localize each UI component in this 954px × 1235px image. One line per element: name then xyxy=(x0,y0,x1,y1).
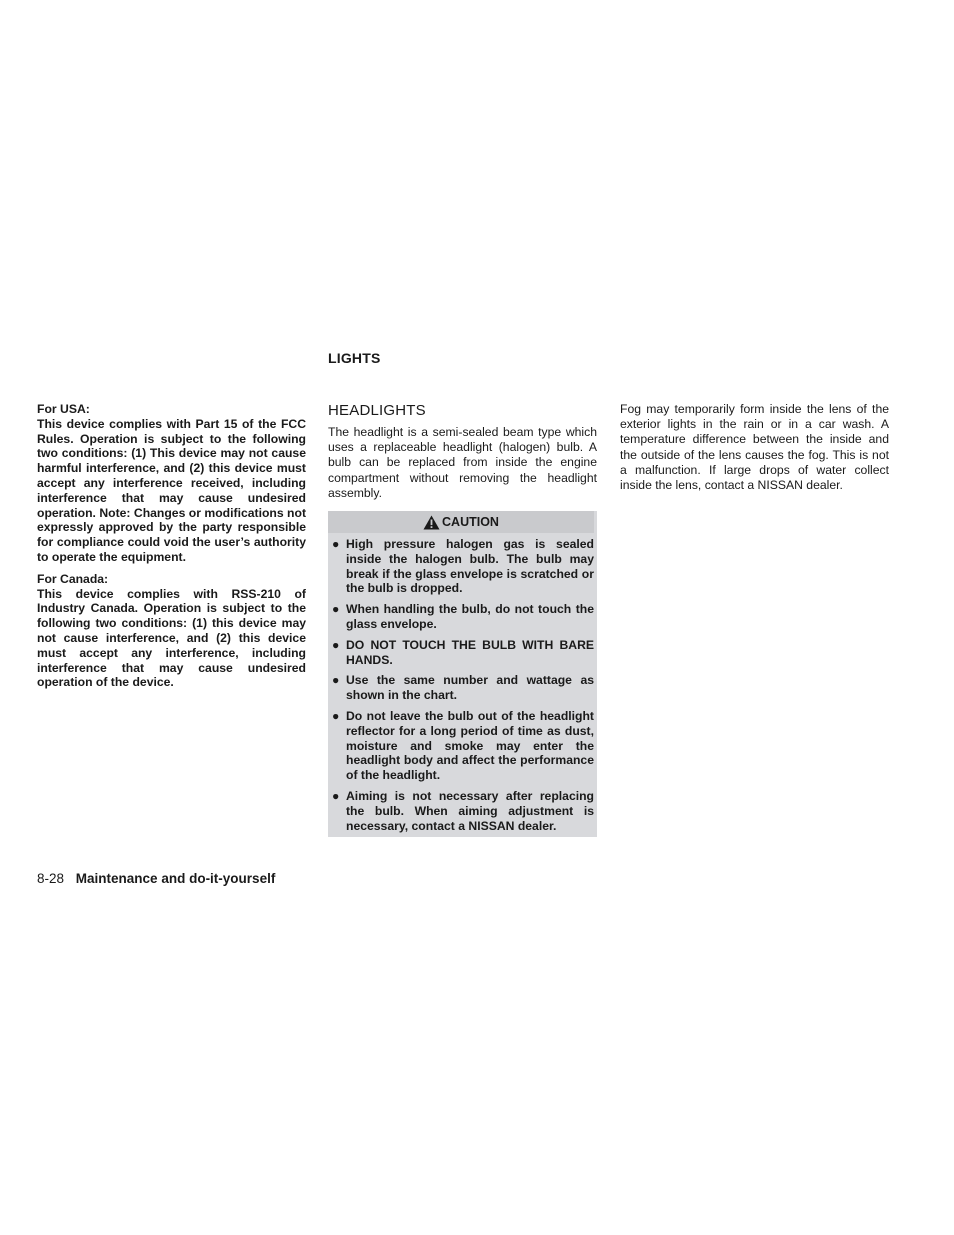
page-footer xyxy=(37,871,275,886)
bullet: ● xyxy=(332,537,340,552)
caution-title: CAUTION xyxy=(442,515,499,530)
caution-item: ● When handling the bulb, do not touch the glass envelope. xyxy=(332,602,594,631)
caution-item: ● DO NOT TOUCH THE BULB WITH BARE HANDS. xyxy=(332,637,594,667)
right-column xyxy=(620,402,889,493)
caution-item: ● Do not leave the bulb out of the headlight reflector for a long period of time as dust, moisture and smoke may enter the headlight body and affect the performance of the headlight. xyxy=(332,708,594,783)
bullet: ● xyxy=(332,673,340,688)
bullet: ● xyxy=(332,637,340,652)
bullet: ● xyxy=(332,708,340,723)
canada-label: For Canada: xyxy=(37,571,109,586)
usa-label: For USA: xyxy=(37,402,90,416)
caution-item: ● Use the same number and wattage as shown in the chart. xyxy=(332,673,594,703)
bullet: ● xyxy=(332,788,340,803)
section-title: LIGHTS xyxy=(328,350,381,366)
caution-box xyxy=(328,511,597,837)
warning-triangle-icon xyxy=(423,515,440,530)
caution-header xyxy=(328,511,594,533)
subsection-title: HEADLIGHTS xyxy=(328,402,426,419)
middle-column xyxy=(328,350,597,837)
caution-list xyxy=(328,537,594,833)
fog-note: Fog may temporarily form inside the lens of the exterior lights in the rain or in a car wash. A temperature difference between the inside and the outside of the lens causes the fog. This is not a malfunction. If large drops of water collect inside the lens, contact a NISSAN dealer. xyxy=(620,402,889,493)
canada-rss-statement: This device complies with RSS-210 of Industry Canada. Operation is subject to the following two conditions: (1) this device may not cause interference, and (2) this device must accept any interference, including interference that may cause undesired operation of the device. xyxy=(37,586,306,690)
headlight-intro: The headlight is a semi-sealed beam type which uses a replaceable headlight (halogen) bulb. A bulb can be replaced from inside the engine compartment without removing the headlight assembly. xyxy=(328,425,597,500)
bullet: ● xyxy=(332,602,340,617)
caution-item: ● High pressure halogen gas is sealed inside the halogen bulb. The bulb may break if the glass envelope is scratched or the bulb is dropped. xyxy=(332,537,594,596)
caution-item: ● Aiming is not necessary after replacing the bulb. When aiming adjustment is necessary, contact a NISSAN dealer. xyxy=(332,788,594,833)
left-column xyxy=(37,402,306,690)
chapter-title: Maintenance and do-it-yourself xyxy=(75,871,276,886)
page-number: 8-28 xyxy=(37,871,65,886)
usa-fcc-statement: This device complies with Part 15 of the FCC Rules. Operation is subject to the following two conditions: (1) This device may not cause harmful interference, and (2) this device must accept any interference received, including interference that may cause undesired operation. Note: Changes or modifications not expressly approved by the party responsible for compliance could void the user’s authority to operate the equipment. xyxy=(37,416,306,564)
